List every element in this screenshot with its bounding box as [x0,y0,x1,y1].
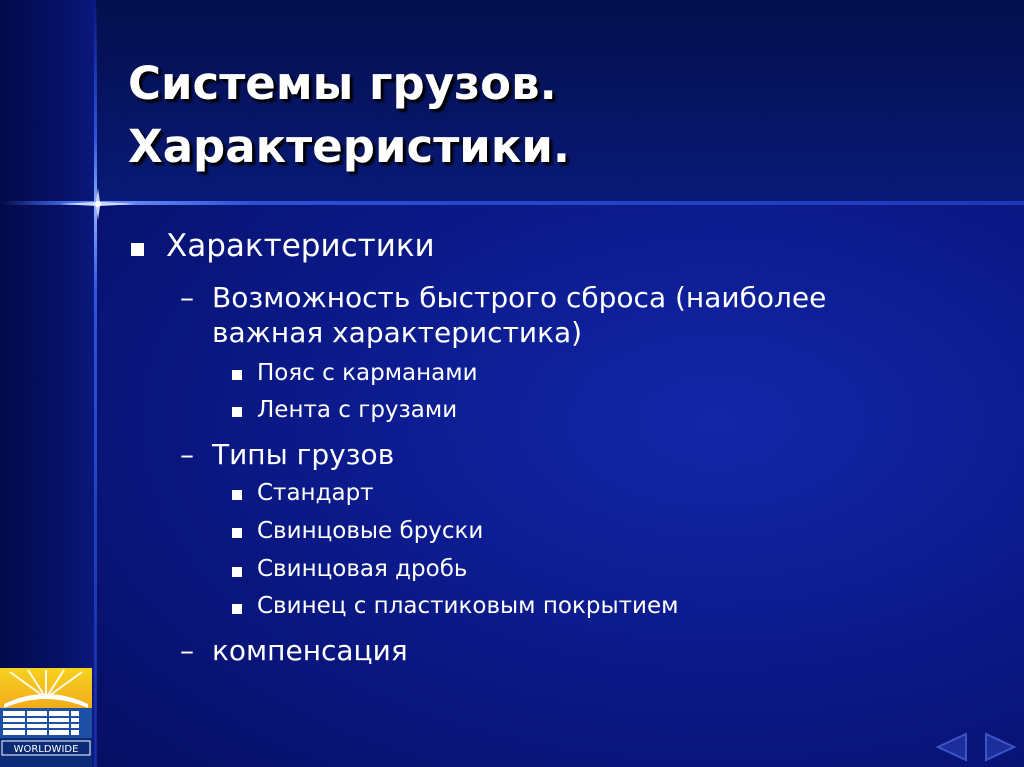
naui-logo [0,668,92,767]
bullet-weight-belt: Лента с грузами [257,397,458,423]
bullet-lead-shot: Свинцовая дробь [257,556,468,582]
square-bullet-icon [232,407,242,417]
title-line-1: Системы грузов. [128,57,557,110]
square-bullet-icon [232,528,242,538]
bullet-lead-bars: Свинцовые бруски [257,518,484,544]
dash-marker: – [180,438,194,471]
square-bullet-icon [232,604,242,614]
square-bullet-icon [232,567,242,577]
bullet-standard: Стандарт [257,480,374,506]
next-arrow-icon[interactable] [982,732,1018,762]
bullet-weight-types: Типы грузов [212,438,395,471]
square-bullet-icon [232,490,242,500]
bullet-quick-release-line2: важная характеристика) [212,316,583,349]
square-bullet-icon [131,243,144,256]
title-line-2: Характеристики. [128,120,570,173]
bullet-coated-lead: Свинец с пластиковым покрытием [257,593,679,619]
square-bullet-icon [232,370,242,380]
bullet-compensation: компенсация [212,634,408,667]
dash-marker: – [180,634,194,667]
prev-arrow-icon[interactable] [934,732,970,762]
dash-marker: – [180,281,194,314]
bullet-belt-pockets: Пояс с карманами [257,360,478,386]
bullet-quick-release-line1: Возможность быстрого сброса (наиболее [212,281,827,314]
bullet-level1: Характеристики [166,228,435,264]
logo-worldwide-text: WORLDWIDE [13,744,79,755]
